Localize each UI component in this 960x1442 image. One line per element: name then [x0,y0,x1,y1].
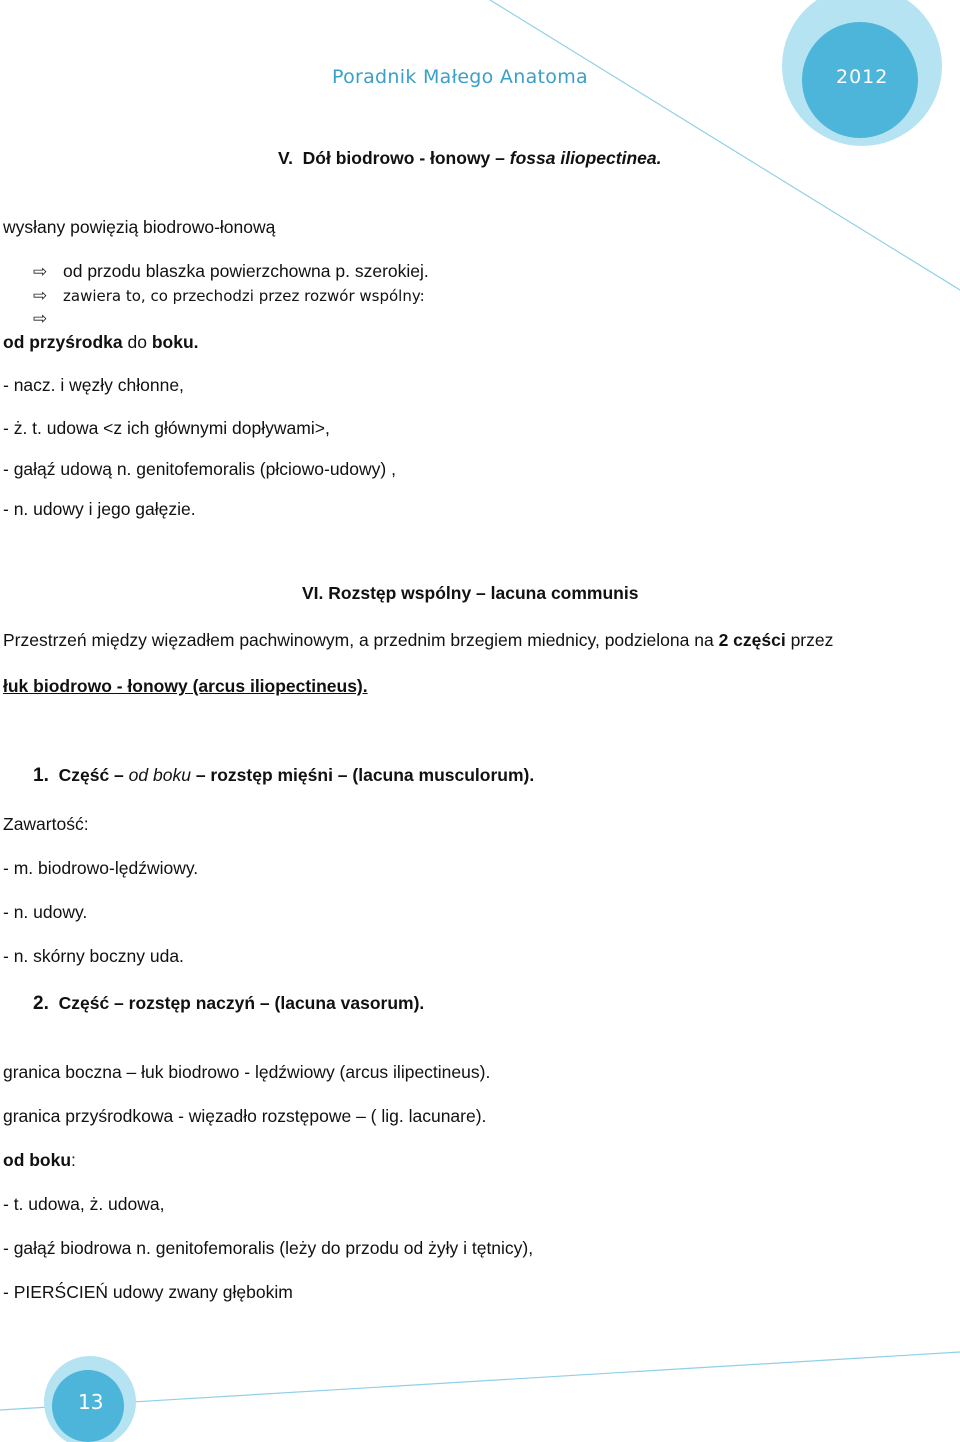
list-item: - gałąź udową n. genitofemoralis (płciowo-udowy) , [3,459,396,479]
part1-heading [33,765,534,787]
page-number: 13 [78,1390,104,1414]
list-item: - gałąź biodrowa n. genitofemoralis (leży do przodu od żyły i tętnicy), [3,1238,534,1258]
border-item: granica przyśrodkowa - więzadło rozstępowe – ( lig. lacunare). [3,1106,487,1126]
arrow-right-outline-icon: ⇨ [33,309,48,328]
side-label-text: od boku [3,1150,72,1170]
section6-paragraph [3,630,833,651]
part2-text: Część – rozstęp naczyń – (lacuna vasorum). [58,993,425,1013]
part2-num: 2. [33,993,49,1014]
section6-heading: VI. Rozstęp wspólny – lacuna communis [302,583,639,603]
side-label [3,1150,76,1171]
part1-text-b: – rozstęp mięśni – (lacuna musculorum). [195,765,535,785]
direction-to: do [127,332,147,352]
part1-italic: od boku [128,765,191,785]
section5-heading-text: Dół biodrowo - łonowy – [302,148,505,168]
section5-direction [3,332,199,353]
arrow-item: zawiera to, co przechodzi przez rozwór wspólny: [63,287,425,305]
direction-from: od przyśrodka [3,332,123,352]
list-item: - m. biodrowo-lędźwiowy. [3,858,199,878]
direction-side: boku. [151,332,199,352]
list-item: - ż. t. udowa <z ich głównymi dopływami>, [3,418,330,438]
part1-text-a: Część – [58,765,124,785]
header-year: 2012 [836,66,889,88]
arrow-right-outline-icon: ⇨ [33,262,48,281]
list-item: - n. udowy i jego gałęzie. [3,499,196,519]
section6-paragraph-line2: łuk biodrowo - łonowy (arcus iliopectineus). [3,676,368,696]
border-item: granica boczna – łuk biodrowo - lędźwiowy (arcus ilipectineus). [3,1062,491,1082]
side-label-colon: : [71,1150,76,1170]
list-item: - n. udowy. [3,902,88,922]
section5-heading-num: V. [278,148,293,168]
paragraph-bold: 2 części [718,630,786,650]
arrow-item: od przodu blaszka powierzchowna p. szerokiej. [63,261,429,281]
list-item: - t. udowa, ż. udowa, [3,1194,165,1214]
part2-heading [33,993,424,1015]
section5-heading-latin: fossa iliopectinea. [509,148,662,168]
section5-heading [278,148,661,169]
list-item: - n. skórny boczny uda. [3,946,184,966]
paragraph-text-a: Przestrzeń między więzadłem pachwinowym, a przednim brzegiem miednicy, podzielona na [3,630,714,650]
list-item: - nacz. i węzły chłonne, [3,375,184,395]
paragraph-text-b: przez [790,630,834,650]
header-title: Poradnik Małego Anatoma [332,66,588,88]
contents-label: Zawartość: [3,814,89,834]
section5-intro: wysłany powięzią biodrowo-łonową [3,217,276,237]
footer-swoosh-line [0,1352,960,1410]
arrow-right-outline-icon: ⇨ [33,286,48,305]
list-item: - PIERŚCIEŃ udowy zwany głębokim [3,1282,293,1302]
part1-num: 1. [33,765,49,786]
